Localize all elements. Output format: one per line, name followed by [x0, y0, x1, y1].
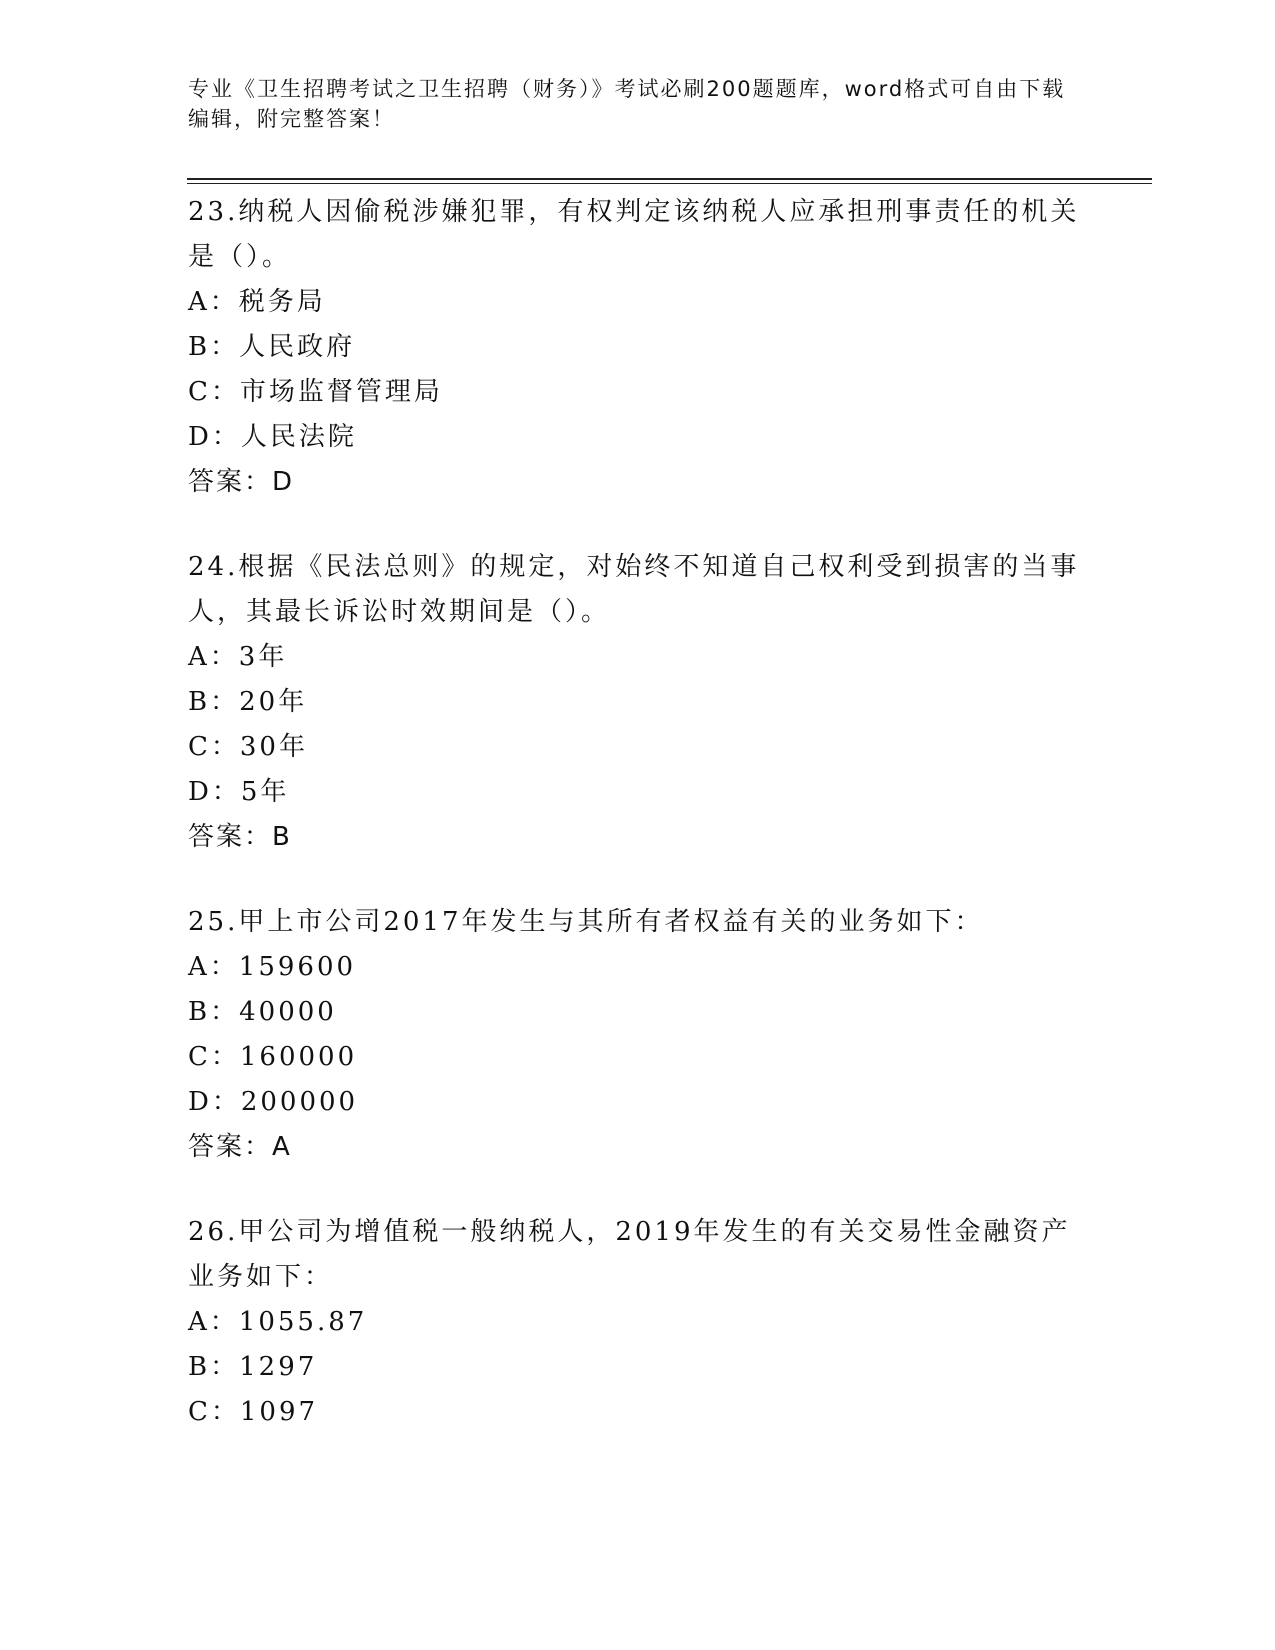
question-text: 24.根据《民法总则》的规定，对始终不知道自己权利受到损害的当事人，其最长诉讼时效期间是（）。 [188, 552, 1080, 627]
option-a: A：税务局 [188, 287, 326, 317]
answer: 答案：B [188, 822, 292, 852]
question-23 [188, 190, 1088, 505]
question-list [188, 190, 1088, 1475]
option-c: C：市场监督管理局 [188, 377, 443, 407]
option-c: C：1097 [188, 1397, 319, 1427]
header-divider-thick [187, 178, 1152, 180]
question-text: 25.甲上市公司2017年发生与其所有者权益有关的业务如下： [188, 907, 984, 937]
question-text: 23.纳税人因偷税涉嫌犯罪，有权判定该纳税人应承担刑事责任的机关是（）。 [188, 197, 1080, 272]
question-25 [188, 900, 1088, 1170]
option-b: B：40000 [188, 997, 337, 1027]
option-b: B：1297 [188, 1352, 318, 1382]
option-a: A：1055.87 [188, 1307, 368, 1337]
option-d: D：200000 [188, 1087, 359, 1117]
option-a: A：159600 [188, 952, 357, 982]
option-a: A：3年 [188, 642, 288, 672]
answer: 答案：A [188, 1132, 292, 1162]
document-header: 专业《卫生招聘考试之卫生招聘（财务）》考试必刷200题题库，word格式可自由下载编辑，附完整答案！ [188, 77, 1066, 131]
question-24 [188, 545, 1088, 860]
option-b: B：20年 [188, 687, 308, 717]
question-26 [188, 1210, 1088, 1435]
option-b: B：人民政府 [188, 332, 356, 362]
option-c: C：30年 [188, 732, 308, 762]
answer: 答案：D [188, 467, 295, 497]
option-d: D：5年 [188, 777, 290, 807]
option-c: C：160000 [188, 1042, 358, 1072]
option-d: D：人民法院 [188, 422, 357, 452]
header-divider-thin [187, 183, 1152, 184]
question-text: 26.甲公司为增值税一般纳税人，2019年发生的有关交易性金融资产业务如下： [188, 1217, 1071, 1292]
